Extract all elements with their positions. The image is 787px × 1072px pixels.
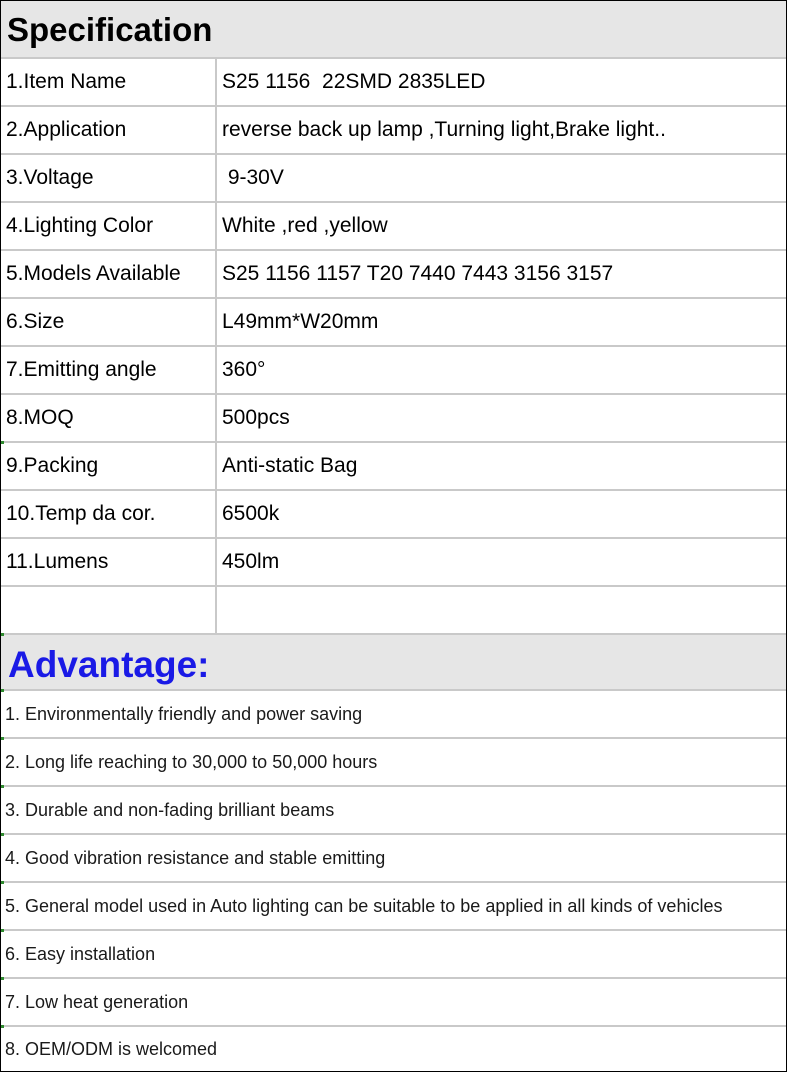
advantage-header xyxy=(1,635,786,691)
spec-key-cell xyxy=(1,155,217,201)
spec-key-cell xyxy=(1,587,217,633)
spec-key: 6.Size xyxy=(6,310,65,333)
spec-row xyxy=(1,203,786,251)
spec-value-cell xyxy=(217,251,786,297)
spec-value: 500pcs xyxy=(222,406,290,429)
spec-row xyxy=(1,539,786,587)
advantage-item xyxy=(1,787,786,835)
specification-title: Specification xyxy=(7,11,213,48)
spec-row-empty xyxy=(1,587,786,635)
spec-value-cell xyxy=(217,491,786,537)
spec-value: 9-30V xyxy=(222,166,284,189)
spec-key: 2.Application xyxy=(6,118,127,141)
spec-value: S25 1156 1157 T20 7440 7443 3156 3157 xyxy=(222,262,614,285)
spec-value-cell xyxy=(217,299,786,345)
spec-value-cell xyxy=(217,395,786,441)
advantage-item xyxy=(1,883,786,931)
spec-row xyxy=(1,107,786,155)
spec-row xyxy=(1,299,786,347)
spec-key-cell xyxy=(1,59,217,105)
specification-header xyxy=(1,1,786,59)
spec-value: White ,red ,yellow xyxy=(222,214,388,237)
advantage-item xyxy=(1,739,786,787)
spec-value-cell xyxy=(217,587,786,633)
spec-key: 3.Voltage xyxy=(6,166,94,189)
spec-value-cell xyxy=(217,59,786,105)
spec-key: 1.Item Name xyxy=(6,70,127,93)
spec-row xyxy=(1,251,786,299)
advantage-item xyxy=(1,931,786,979)
spec-key-cell xyxy=(1,347,217,393)
spec-key-cell xyxy=(1,491,217,537)
spec-key-cell xyxy=(1,251,217,297)
spec-value-cell xyxy=(217,347,786,393)
spec-row xyxy=(1,443,786,491)
spec-value-cell xyxy=(217,203,786,249)
spec-value: reverse back up lamp ,Turning light,Brake light.. xyxy=(222,118,666,141)
spec-value: 450lm xyxy=(222,550,280,573)
spec-value: 360° xyxy=(222,358,266,381)
spec-row xyxy=(1,491,786,539)
cell-marker xyxy=(1,929,4,932)
spec-value-cell xyxy=(217,107,786,153)
cell-marker xyxy=(1,977,4,980)
advantage-item xyxy=(1,979,786,1027)
spec-key-cell xyxy=(1,203,217,249)
cell-marker xyxy=(1,737,4,740)
spec-row xyxy=(1,347,786,395)
cell-marker xyxy=(1,1025,4,1028)
spec-key: 10.Temp da cor. xyxy=(6,502,156,525)
spec-value: Anti-static Bag xyxy=(222,454,358,477)
spec-key-cell xyxy=(1,107,217,153)
cell-marker xyxy=(1,881,4,884)
spec-value-cell xyxy=(217,539,786,585)
spec-value: L49mm*W20mm xyxy=(222,310,379,333)
spec-value: S25 1156 22SMD 2835LED xyxy=(222,70,486,93)
advantage-text: 5. General model used in Auto lighting can be suitable to be applied in all kinds of vehicles xyxy=(5,896,723,916)
cell-marker xyxy=(1,785,4,788)
spec-value: 6500k xyxy=(222,502,280,525)
advantage-text: 2. Long life reaching to 30,000 to 50,000 hours xyxy=(5,752,378,772)
spec-row xyxy=(1,395,786,443)
spec-key: 5.Models Available xyxy=(6,262,181,285)
advantage-item xyxy=(1,1027,786,1071)
spec-key: 11.Lumens xyxy=(6,550,109,573)
advantage-title: Advantage: xyxy=(8,644,210,685)
spec-value-cell xyxy=(217,155,786,201)
spec-row xyxy=(1,59,786,107)
advantage-text: 4. Good vibration resistance and stable emitting xyxy=(5,848,386,868)
advantage-text: 6. Easy installation xyxy=(5,944,156,964)
spec-key-cell xyxy=(1,299,217,345)
spec-key-cell xyxy=(1,395,217,441)
advantage-text: 3. Durable and non-fading brilliant beams xyxy=(5,800,335,820)
spec-key: 9.Packing xyxy=(6,454,99,477)
spec-value-cell xyxy=(217,443,786,489)
advantage-text: 1. Environmentally friendly and power saving xyxy=(5,704,363,724)
cell-marker xyxy=(1,689,4,692)
cell-marker xyxy=(1,833,4,836)
cell-marker xyxy=(1,633,4,636)
advantage-text: 8. OEM/ODM is welcomed xyxy=(5,1039,218,1059)
advantage-text: 7. Low heat generation xyxy=(5,992,189,1012)
spec-key: 7.Emitting angle xyxy=(6,358,157,381)
advantage-item xyxy=(1,691,786,739)
advantage-item xyxy=(1,835,786,883)
spec-key: 4.Lighting Color xyxy=(6,214,154,237)
spec-row xyxy=(1,155,786,203)
spec-key-cell xyxy=(1,539,217,585)
spec-key: 8.MOQ xyxy=(6,406,74,429)
spec-key-cell xyxy=(1,443,217,489)
